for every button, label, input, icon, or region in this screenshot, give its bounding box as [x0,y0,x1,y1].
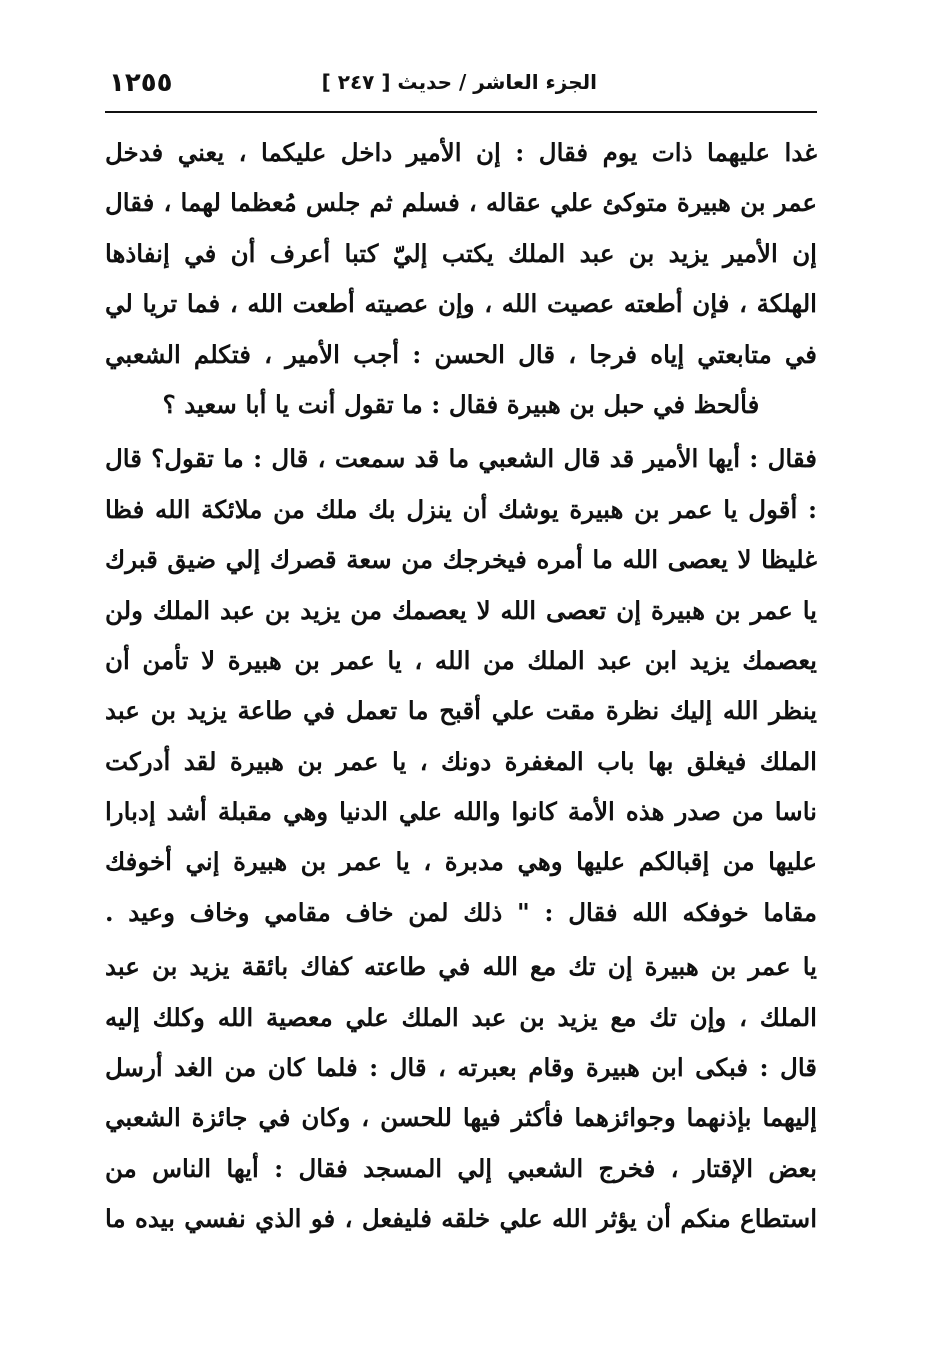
text-line: يا عمر بن هبيرة إن تك مع الله في طاعته كفاك بائقة يزيد بن عبد [105,952,817,982]
text-line: عمر بن هبيرة متوكئ علي عقاله ، فسلم ثم جلس مُعظما لهما ، فقال [105,188,817,218]
text-line: الهلكة ، فإن أطعته عصيت الله ، وإن عصيته أطعت الله ، فما تريا لي [105,289,817,319]
paragraph-2 [105,434,817,938]
text-line: استطاع منكم أن يؤثر الله علي خلقه فليفعل ، فو الذي نفسي بيده ما [105,1204,817,1234]
text-line: يعصمك يزيد ابن عبد الملك من الله ، يا عمر بن هبيرة لا تأمن أن [105,645,817,675]
text-line: في متابعتي إياه فرجا ، قال الحسن : أجب الأمير ، فتكلم الشعبي [105,339,817,369]
text-line: غليظا لا يعصى الله ما أمره فيخرجك من سعة قصرك إلي ضيق قبرك [105,545,817,575]
text-line: يا عمر بن هبيرة إن تعصى الله لا يعصمك من يزيد بن عبد الملك ولن [105,595,817,625]
text-line: فألحظ في حبل بن هبيرة فقال : ما تقول أنت يا أبا سعيد ؟ [162,389,760,419]
paragraph-3 [105,942,817,1244]
body-text [105,128,817,1245]
page-header [105,66,817,110]
text-line: بعض الإقتار ، فخرج الشعبي إلي المسجد فقال : أيها الناس من [105,1153,817,1183]
page-number: ١٢٥٥ [109,68,173,98]
paragraph-1 [105,128,817,430]
text-line: مقاما خوفكه الله فقال : " ذلك لمن خاف مقامي وخاف وعيد . [105,897,817,927]
text-line: إن الأمير يزيد بن عبد الملك يكتب إليّ كتبا أعرف أن في إنفاذها [105,238,817,268]
header-rule [105,111,817,113]
text-line: الملك فيغلق بها باب المغفرة دونك ، يا عمر بن هبيرة لقد أدركت [105,746,817,776]
text-line: : أقول يا عمر بن هبيرة يوشك أن ينزل بك ملك من ملائكة الله فظا [105,494,817,524]
text-line: فقال : أيها الأمير قد قال الشعبي ما قد سمعت ، قال : ما تقول؟ قال [105,444,817,474]
text-line: قال : فبكى ابن هبيرة وقام بعبرته ، قال : فلما كان من الغد أرسل [105,1053,817,1083]
text-line: إليهما بإذنهما وجوائزهما فأكثر فيها للحسن ، وكان في جائزة الشعبي [105,1103,817,1133]
text-line: ناسا من صدر هذه الأمة كانوا والله علي الدنيا وهي مقبلة أشد إدبارا [105,797,817,827]
text-line: عليها من إقبالكم عليها وهي مدبرة ، يا عمر بن هبيرة إني أخوفك [105,847,817,877]
text-line: غدا عليهما ذات يوم فقال : إن الأمير داخل عليكما ، يعني فدخل [105,138,817,167]
text-line: ينظر الله إليك نظرة مقت علي أقبح ما تعمل في طاعة يزيد بن عبد [105,696,817,726]
running-head: الجزء العاشر / حديث [ ٢٤٧ ] [321,70,597,94]
text-line: الملك ، وإن تك مع يزيد بن عبد الملك علي معصية الله وكلك إليه [105,1002,817,1032]
